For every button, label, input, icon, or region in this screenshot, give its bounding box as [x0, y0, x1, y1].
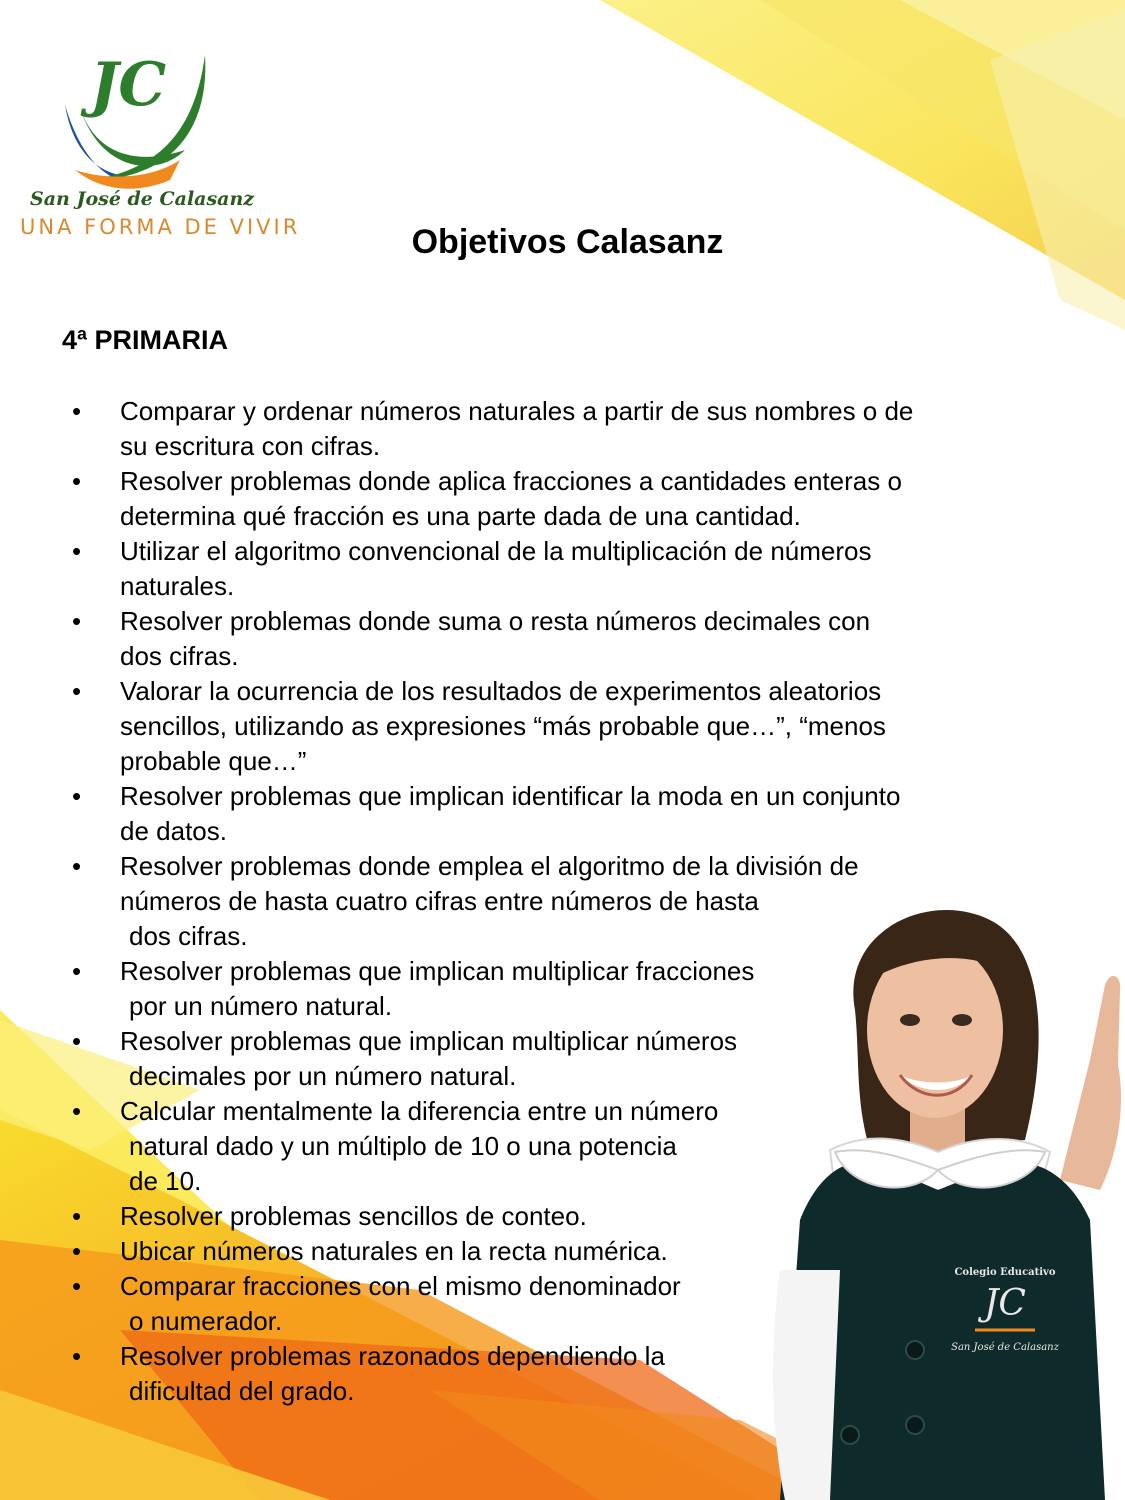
objective-line: • Utilizar el algoritmo convencional de la multiplicación de números: [120, 536, 872, 566]
objective-line: • Resolver problemas razonados dependiendo la: [120, 1341, 665, 1371]
objective-item: [72, 849, 1032, 954]
objective-line: naturales.: [120, 571, 235, 601]
page-title: Objetivos Calasanz: [411, 223, 724, 261]
objective-line: dos cifras.: [129, 921, 248, 951]
objective-item: [72, 1269, 1032, 1339]
badge-monogram: JC: [984, 1283, 1026, 1324]
objective-line: • Resolver problemas que implican multiplicar fracciones: [120, 956, 755, 986]
objective-line: • Resolver problemas donde aplica fracciones a cantidades enteras o: [120, 466, 902, 496]
objective-line: natural dado y un múltiplo de 10 o una potencia: [129, 1131, 677, 1161]
objective-line: su escritura con cifras.: [120, 431, 381, 461]
objective-line: • Resolver problemas donde emplea el algoritmo de la división de: [120, 851, 859, 881]
objective-line: dos cifras.: [120, 641, 239, 671]
badge-bottom: San José de Calasanz: [951, 1342, 1059, 1353]
objective-line: • Resolver problemas que implican identificar la moda en un conjunto: [120, 781, 901, 811]
objective-item: [72, 1234, 1032, 1269]
objective-line: dificultad del grado.: [129, 1376, 355, 1406]
objective-line: • Valorar la ocurrencia de los resultados de experimentos aleatorios: [120, 676, 882, 706]
objective-line: • Resolver problemas que implican multiplicar números: [120, 1026, 738, 1056]
objective-line: decimales por un número natural.: [129, 1061, 517, 1091]
objective-line: • Calcular mentalmente la diferencia entre un número: [120, 1096, 719, 1126]
objective-line: determina qué fracción es una parte dada de una cantidad.: [120, 501, 801, 531]
objective-line: • Resolver problemas donde suma o resta números decimales con: [120, 606, 871, 636]
objective-item: [72, 779, 1032, 849]
objective-line: o numerador.: [129, 1306, 283, 1336]
objectives-list: [72, 394, 1032, 1409]
objective-line: • Comparar fracciones con el mismo denominador: [120, 1271, 681, 1301]
logo-school-name: San José de Calasanz: [30, 188, 255, 210]
objective-item: [72, 674, 1032, 779]
objective-item: [72, 1024, 1032, 1094]
objective-line: probable que…”: [120, 746, 307, 776]
objective-line: números de hasta cuatro cifras entre números de hasta: [120, 886, 759, 916]
objective-line: • Resolver problemas sencillos de conteo.: [120, 1201, 587, 1231]
objective-item: [72, 1094, 1032, 1199]
objective-item: [72, 464, 1032, 534]
objective-item: [72, 1199, 1032, 1234]
badge-top: Colegio Educativo: [954, 1267, 1056, 1278]
objective-item: [72, 954, 1032, 1024]
objective-line: • Comparar y ordenar números naturales a partir de sus nombres o de: [120, 396, 914, 426]
objective-line: de datos.: [120, 816, 227, 846]
objective-line: • Ubicar números naturales en la recta numérica.: [120, 1236, 668, 1266]
objective-line: de 10.: [129, 1166, 202, 1196]
objective-line: sencillos, utilizando as expresiones “más probable que…”, “menos: [120, 711, 886, 741]
objective-item: [72, 534, 1032, 604]
objective-item: [72, 604, 1032, 674]
objective-item: [72, 394, 1032, 464]
logo-tagline: UNA FORMA DE VIVIR: [20, 215, 301, 239]
logo-monogram: JC: [90, 50, 167, 120]
objective-line: por un número natural.: [129, 991, 393, 1021]
grade-heading: 4ª PRIMARIA: [62, 325, 229, 355]
objective-item: [72, 1339, 1032, 1409]
